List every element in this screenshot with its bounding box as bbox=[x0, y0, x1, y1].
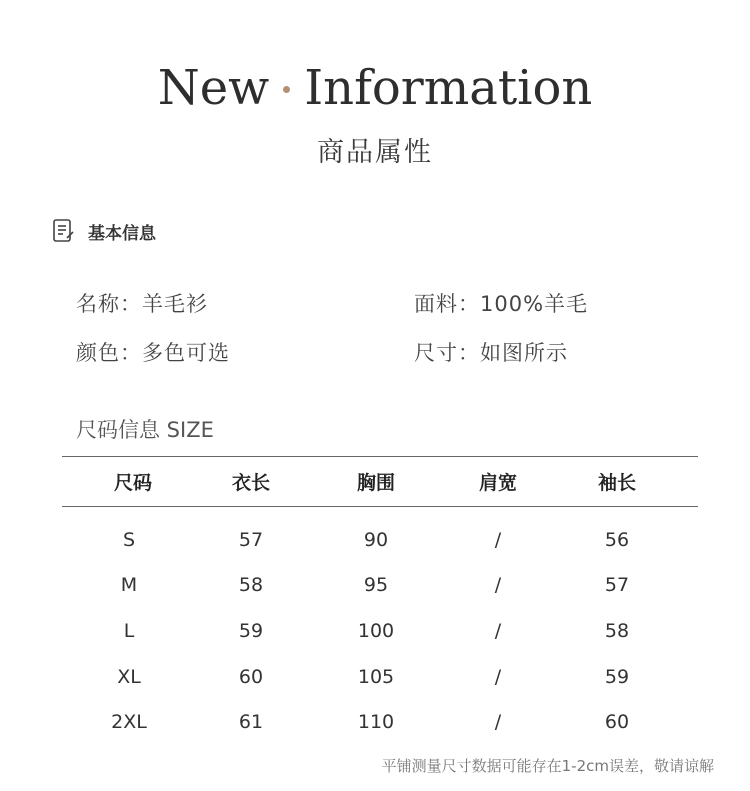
table-top-rule bbox=[62, 456, 698, 457]
table-cell: 2XL bbox=[111, 711, 147, 733]
attr-name-value: 羊毛衫 bbox=[142, 292, 208, 316]
table-cell: 60 bbox=[238, 666, 264, 688]
table-cell: 58 bbox=[604, 620, 630, 642]
measurement-note: 平铺测量尺寸数据可能存在1-2cm误差，敬请谅解 bbox=[381, 757, 714, 775]
table-cell: 57 bbox=[238, 529, 264, 551]
table-cell: 90 bbox=[363, 529, 389, 551]
table-cell: 95 bbox=[363, 574, 389, 596]
table-cell: 59 bbox=[238, 620, 264, 642]
table-cell: M bbox=[120, 574, 138, 596]
attr-size-value: 如图所示 bbox=[480, 341, 568, 365]
table-cell: 100 bbox=[357, 620, 395, 642]
table-cell: 105 bbox=[357, 666, 395, 688]
attr-material bbox=[414, 288, 588, 318]
attr-color-label: 颜色： bbox=[76, 341, 142, 365]
header-sleeve: 袖长 bbox=[597, 472, 636, 494]
attr-name bbox=[76, 288, 208, 318]
table-cell: 56 bbox=[604, 529, 630, 551]
table-cell: / bbox=[494, 666, 502, 688]
attr-material-value: 100%羊毛 bbox=[480, 292, 589, 316]
attr-material-label: 面料： bbox=[414, 292, 480, 316]
header-shoulder: 肩宽 bbox=[478, 472, 517, 494]
hero-title-right: Information bbox=[304, 60, 593, 116]
header-size: 尺码 bbox=[113, 472, 152, 494]
attr-size bbox=[414, 337, 568, 367]
table-cell: 59 bbox=[604, 666, 630, 688]
table-cell: / bbox=[494, 620, 502, 642]
table-cell: / bbox=[494, 711, 502, 733]
accent-dot bbox=[283, 86, 290, 93]
table-cell: 61 bbox=[238, 711, 264, 733]
table-header-rule bbox=[62, 506, 698, 507]
table-cell: XL bbox=[117, 666, 141, 688]
document-list-icon bbox=[52, 218, 76, 244]
table-cell: / bbox=[494, 574, 502, 596]
attr-color-value: 多色可选 bbox=[142, 341, 230, 365]
basic-info-header bbox=[52, 218, 156, 244]
table-cell: 60 bbox=[604, 711, 630, 733]
table-cell: L bbox=[123, 620, 135, 642]
table-cell: 57 bbox=[604, 574, 630, 596]
header-chest: 胸围 bbox=[356, 472, 395, 494]
table-cell: 110 bbox=[357, 711, 395, 733]
hero-title bbox=[0, 58, 750, 118]
table-cell: 58 bbox=[238, 574, 264, 596]
attr-size-label: 尺寸： bbox=[414, 341, 480, 365]
header-length: 衣长 bbox=[231, 472, 270, 494]
table-cell: S bbox=[122, 529, 136, 551]
hero-title-left: New bbox=[157, 60, 270, 116]
table-cell: / bbox=[494, 529, 502, 551]
hero-subtitle: 商品属性 bbox=[317, 137, 433, 168]
basic-info-title: 基本信息 bbox=[88, 223, 156, 244]
size-info-title: 尺码信息 SIZE bbox=[76, 418, 214, 442]
attr-color bbox=[76, 337, 230, 367]
attr-name-label: 名称： bbox=[76, 292, 142, 316]
